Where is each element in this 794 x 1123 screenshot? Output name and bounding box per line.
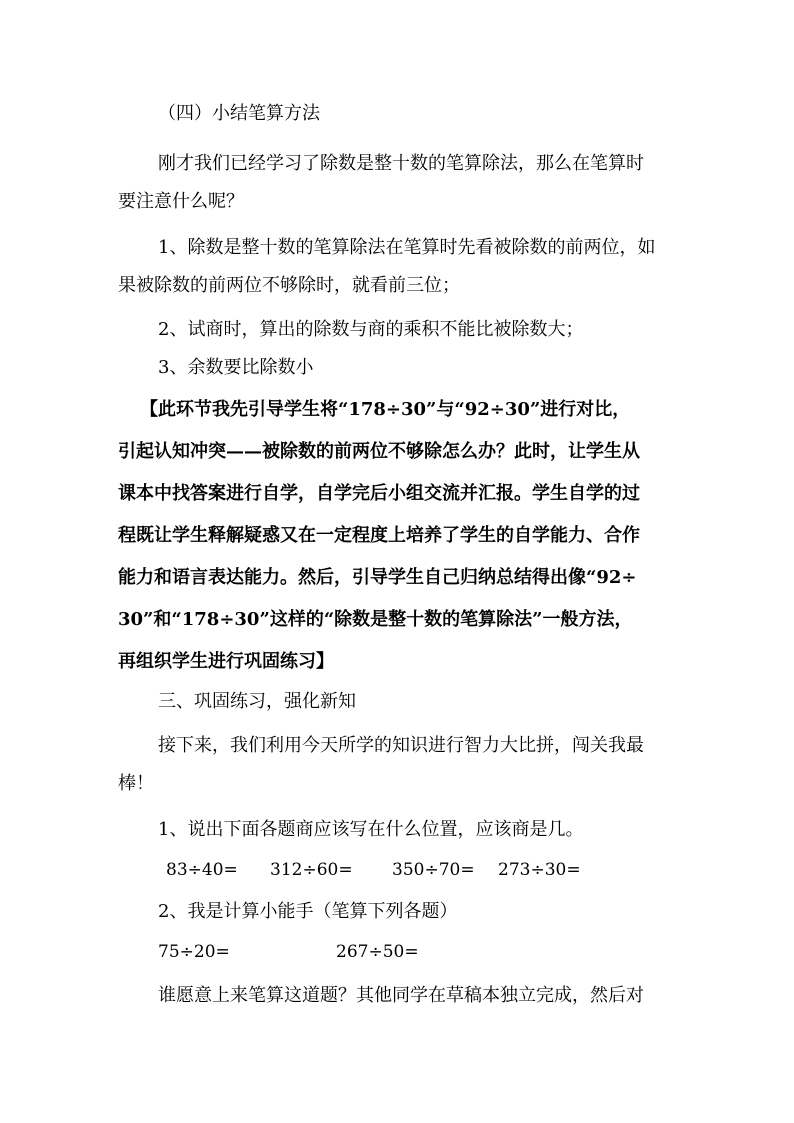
paragraph-line: 谁愿意上来笔算这道题？其他同学在草稿本独立完成，然后对 [158, 985, 644, 1006]
list-item: 1、除数是整十数的笔算除法在笔算时先看被除数的前两位，如 [158, 237, 656, 258]
paragraph-line: 刚才我们已经学习了除数是整十数的笔算除法，那么在笔算时 [158, 153, 644, 174]
commentary-line: 引起认知冲突——被除数的前两位不够除怎么办？此时，让学生从 [118, 441, 640, 462]
commentary-line: 30”和“178÷30”这样的“除数是整十数的笔算除法”一般方法， [118, 609, 633, 630]
section-heading: 三、巩固练习，强化新知 [158, 691, 356, 712]
list-item: 2、试商时，算出的除数与商的乘积不能比被除数大； [158, 319, 584, 340]
division-problem: 83÷40= [166, 860, 238, 880]
commentary-line: 课本中找答案进行自学，自学完后小组交流并汇报。学生自学的过 [118, 483, 640, 504]
paragraph-line: 棒！ [118, 773, 154, 794]
exercise-task: 2、我是计算小能手（笔算下列各题） [158, 901, 458, 922]
paragraph-line: 接下来，我们利用今天所学的知识进行智力大比拼，闯关我最 [158, 735, 644, 756]
division-problem: 267÷50= [336, 942, 419, 962]
commentary-line: 再组织学生进行巩固练习】 [118, 651, 334, 672]
commentary-line: 程既让学生释解疑惑又在一定程度上培养了学生的自学能力、合作 [118, 525, 640, 546]
division-problem: 273÷30= [498, 860, 581, 880]
list-item: 3、余数要比除数小 [158, 357, 314, 378]
paragraph-line: 要注意什么呢？ [118, 191, 244, 212]
division-problem: 350÷70= [392, 860, 475, 880]
division-problem: 75÷20= [158, 942, 230, 962]
commentary-line: 【此环节我先引导学生将“178÷30”与“92÷30”进行对比， [140, 399, 631, 420]
commentary-line: 能力和语言表达能力。然后，引导学生自己归纳总结得出像“92÷ [118, 567, 637, 588]
exercise-task: 1、说出下面各题商应该写在什么位置，应该商是几。 [158, 819, 584, 840]
list-item-continuation: 果被除数的前两位不够除时，就看前三位； [118, 275, 460, 296]
division-problem: 312÷60= [270, 860, 353, 880]
subsection-heading: （四）小结笔算方法 [158, 103, 320, 124]
